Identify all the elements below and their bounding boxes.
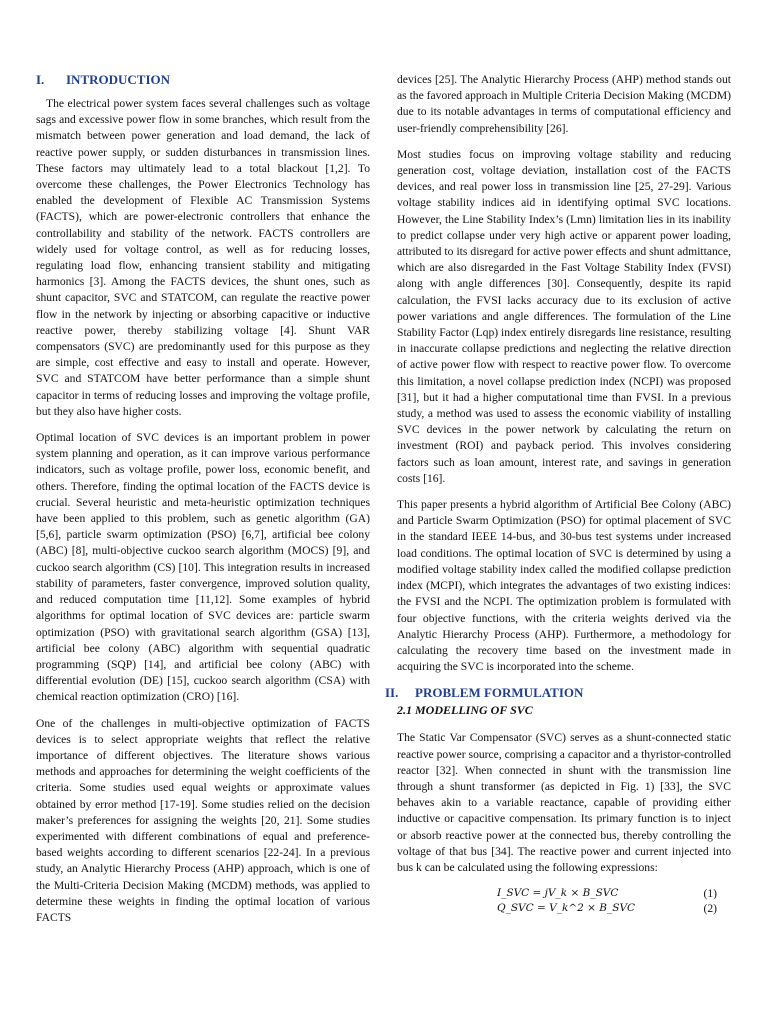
section-number: I. xyxy=(36,72,45,87)
paragraph-intro-continued: devices [25]. The Analytic Hierarchy Process (AHP) method stands out as the favored approach in Multiple Criteria Decision Making (MCDM) due to its notable advantages in terms of computational efficiency and user-friendly comprehensibility [26]. xyxy=(397,73,731,135)
section-heading-problem-formulation xyxy=(385,685,731,701)
section-title: INTRODUCTION xyxy=(66,72,171,87)
left-column xyxy=(36,72,370,936)
subsection-heading-modelling-of-svc: 2.1 MODELLING OF SVC xyxy=(397,703,533,718)
section-title: PROBLEM FORMULATION xyxy=(415,685,584,701)
paragraph-svc-model: The Static Var Compensator (SVC) serves as a shunt-connected static reactive power source, comprising a capacitor and a thyristor-controlled reactor [32]. When connected in shunt with the transmission line through a shunt transformer (as depicted in Fig. 1) [33], the SVC behaves akin to a variable reactance, capable of providing either inductive or capacitive compensation. Its primary function is to inject or absorb reactive power at the connected bus, thereby controlling the voltage of that bus [34]. The reactive power and current injected into bus k can be calculated using the following expressions: xyxy=(397,731,731,874)
equation-1 xyxy=(397,886,731,901)
paragraph-intro-3: One of the challenges in multi-objective optimization of FACTS devices is to select appropriate weights that reflect the relative importance of different objectives. The literature shows various methods and approaches for determining the weight coefficients of the criteria. Some studies used equal weights or approximate values obtained by error method [17-19]. Some studies relied on the decision maker’s preferences for assigning the weights [20, 21]. Some studies experimented with different combinations of equal and preference-based weights according to different scenarios [22-24]. In a previous study, an Analytic Hierarchy Process (AHP) approach, which is one of the Multi-Criteria Decision Making (MCDM) methods, was applied to determine these weights in finding the optimal location of various FACTS xyxy=(36,716,370,924)
paragraph-intro-5: This paper presents a hybrid algorithm of Artificial Bee Colony (ABC) and Particle Swarm Optimization (PSO) for optimal placement of SVC in the standard IEEE 14-bus, and 30-bus test systems under increased load conditions. The optimal location of SVC is determined by using a modified voltage stability index called the modified collapse prediction index (MCPI), which integrates the advantages of two existing indices: the FVSI and the NCPI. The optimization problem is formulated with four objective functions, with the criteria weights derived via the Analytic Hierarchy Process (AHP). Furthermore, a methodology for calculating the recovery time based on the investment made in acquiring the SVC is incorporated into the scheme. xyxy=(397,498,731,674)
equation-number: (1) xyxy=(703,887,717,901)
section-number: II. xyxy=(385,685,399,701)
equation-number: (2) xyxy=(703,902,717,916)
paragraph-intro-4: Most studies focus on improving voltage stability and reducing generation cost, voltage deviation, installation cost of the FACTS devices, and real power loss in transmission line [25, 27-29]. Various voltage stability indices aid in identifying optimal SVC locations. However, the Line Stability Index’s (Lmn) limitation lies in its inability to predict collapse under very high active or apparent power loading, attributed to its disregard for active power effects and shunt admittance, which are also disregarded in the Fast Voltage Stability Index (FVSI) along with angle differences [30]. Consequently, despite its rapid calculation, the FVSI lacks accuracy due to its exclusion of active power variations and angle differences. The formulation of the Line Stability Factor (Lqp) index entirely disregards line resistance, resulting in inaccurate collapse predictions and neglecting the relative direction of active power flow with respect to reactive power flow. To overcome this limitation, a novel collapse prediction index (NCPI) was proposed [31], but it had a higher computational time than FVSI. In a previous study, a method was used to assess the economic viability of installing SVC devices in the power network by calculating the return on investment (ROI) and payback period. This involves considering factors such as loan amount, interest rate, and savings in generation costs [16]. xyxy=(397,147,731,485)
section-heading-introduction xyxy=(36,72,370,88)
right-column xyxy=(385,72,731,916)
equation-expression: I_SVC = jV_k × B_SVC xyxy=(497,887,619,900)
equation-expression: Q_SVC = V_k^2 × B_SVC xyxy=(497,902,636,915)
equation-2 xyxy=(397,901,731,916)
paragraph-intro-1: The electrical power system faces several challenges such as voltage sags and excessive power flow in some branches, which result from the mismatch between power generation and load demand, the lack of reactive power supply, or sudden disturbances in transmission lines. These factors may ultimately lead to a total blackout [1,2]. To overcome these challenges, the Power Electronics Technology has enabled the development of Flexible AC Transmission Systems (FACTS), which are power-electronic controllers that enhance the controllability and stability of the network. FACTS controllers are widely used for voltage control, as well as for reducing losses, regulating load flow, enhancing transient stability and mitigating harmonics [3]. Among the FACTS devices, the shunt ones, such as shunt capacitor, SVC and STATCOM, can regulate the reactive power flow in the network by injecting or absorbing capacitive or inductive reactive power, thereby stabilizing voltage [4]. Shunt VAR compensators (SVC) are predominantly used for this purpose as they are simple, cost effective and easy to install and operate. However, SVC and STATCOM have better performance than a simple shunt capacitor in terms of reducing losses and improving the voltage profile, but they also have higher costs. xyxy=(36,97,370,418)
paragraph-intro-2: Optimal location of SVC devices is an important problem in power system planning and operation, as it can improve various performance indicators, such as voltage profile, power loss, economic benefit, and others. Therefore, finding the optimal location of the FACTS device is crucial. Several heuristic and meta-heuristic optimization techniques have been applied to this problem, such as genetic algorithm (GA) [5,6], particle swarm optimization (PSO) [6,7], artificial bee colony (ABC) [8], multi-objective cuckoo search algorithm (MOCS) [9], and cuckoo search algorithm (CS) [10]. This integration results in increased stability of parameters, faster convergence, improved solution quality, and reduced computation time [11,12]. Some examples of hybrid algorithms for optimal location of SVC devices are: particle swarm optimization (PSO) with gravitational search algorithm (GSA) [13], artificial bee colony (ABC) algorithm with sequential quadratic programming (SQP) [14], and artificial bee colony (ABC) with differential evolution (DE) [15], cuckoo search algorithm (CSA) with chemical reaction optimization (CRO) [16]. xyxy=(36,431,370,704)
